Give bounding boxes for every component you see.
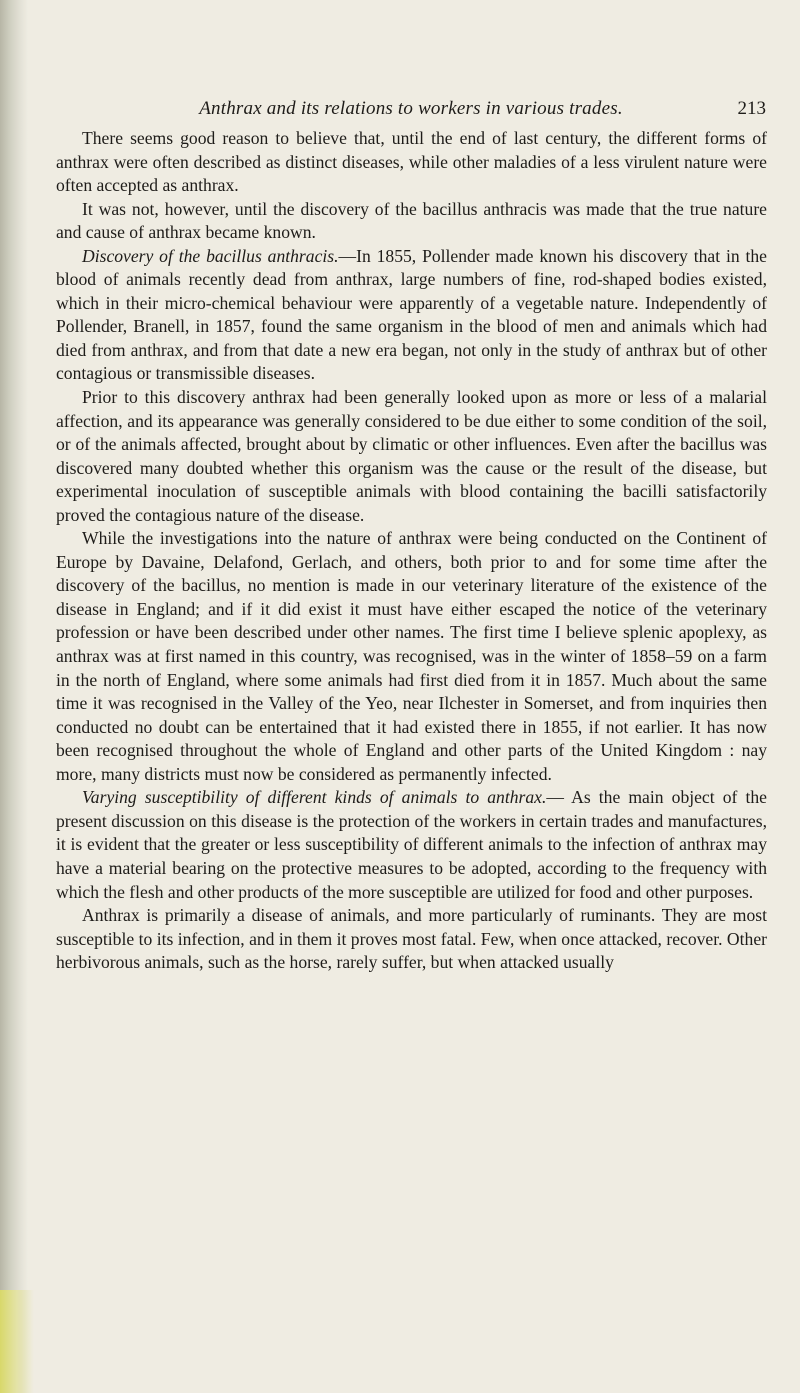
paragraph-text: Anthrax is primarily a disease of animals, and more particularly of ruminants. They are most susceptible to its infection, and in them it proves most fatal. Few, when once attacked, recover. Other herbivorous animals, such as the horse, rarely suffer, but when attacked usually bbox=[56, 905, 767, 973]
paragraph bbox=[56, 786, 767, 904]
paragraph-text: It was not, however, until the discovery of the bacillus anthracis was made that the true nature and cause of anthrax became known. bbox=[56, 198, 767, 243]
body-text bbox=[56, 127, 767, 975]
paragraph bbox=[56, 386, 767, 527]
section-heading: Varying susceptibility of different kinds of animals to anthrax. bbox=[82, 787, 547, 808]
running-header bbox=[56, 96, 766, 122]
paragraph-text: Prior to this discovery anthrax had been generally looked upon as more or less of a malarial affection, and its appearance was generally considered to be due either to some condition of the soil, or of the animals affected, brought about by climatic or other influences. Even after the bacillus was discovered many doubted whether this organism was the cause or the result of the disease, but experimental inoculation of susceptible animals with blood containing the bacilli satisfactorily proved the contagious nature of the disease. bbox=[56, 387, 767, 525]
paragraph-text: There seems good reason to believe that, until the end of last century, the different forms of anthrax were often described as distinct diseases, while other maladies of a less virulent nature were often accepted as anthrax. bbox=[56, 128, 767, 196]
paragraph-text: —In 1855, Pollender made known his discovery that in the blood of animals recently dead from anthrax, large numbers of fine, rod-shaped bodies existed, which in their micro-chemical behaviour were apparently of a vegetable nature. Independently of Pollender, Branell, in 1857, found the same organism in the blood of men and animals which had died from anthrax, and from that date a new era began, not only in the study of anthrax but of other contagious or transmissible diseases. bbox=[56, 245, 767, 384]
paragraph bbox=[56, 904, 767, 975]
paragraph-text: — As the main object of the present discussion on this disease is the protection of the workers in certain trades and manufactures, it is evident that the greater or less susceptibility of different animals to the infection of anthrax may have a material bearing on the protective measures to be adopted, according to the frequency with which the flesh and other products of the more susceptible are utilized for food and other purposes. bbox=[56, 787, 767, 902]
running-title: Anthrax and its relations to workers in various trades. bbox=[199, 98, 623, 119]
paragraph bbox=[56, 198, 767, 245]
page-gutter-shadow bbox=[0, 0, 28, 1393]
section-heading: Discovery of the bacillus anthracis. bbox=[82, 245, 339, 266]
page-number: 213 bbox=[737, 98, 766, 119]
paragraph bbox=[56, 245, 767, 386]
paragraph bbox=[56, 127, 767, 198]
paragraph bbox=[56, 527, 767, 786]
paragraph-text: While the investigations into the nature of anthrax were being conducted on the Continent of Europe by Davaine, Delafond, Gerlach, and others, both prior to and for some time after the discovery of the bacillus, no mention is made in our veterinary literature of the existence of the disease in England; and if it did exist it must have either escaped the notice of the veterinary profession or have been described under other names. The first time I believe splenic apoplexy, as anthrax was at first named in this country, was recognised, was in the winter of 1858–59 on a farm in the north of England, where some animals had first died from it in 1857. Much about the same time it was recognised in the Valley of the Yeo, near Ilchester in Somerset, and from inquiries then conducted no doubt can be entertained that it had existed there in 1855, if not earlier. It has now been recognised throughout the whole of England and other parts of the United Kingdom : nay more, many districts must now be considered as permanently infected. bbox=[56, 528, 767, 784]
page-edge-stain bbox=[0, 1290, 34, 1393]
